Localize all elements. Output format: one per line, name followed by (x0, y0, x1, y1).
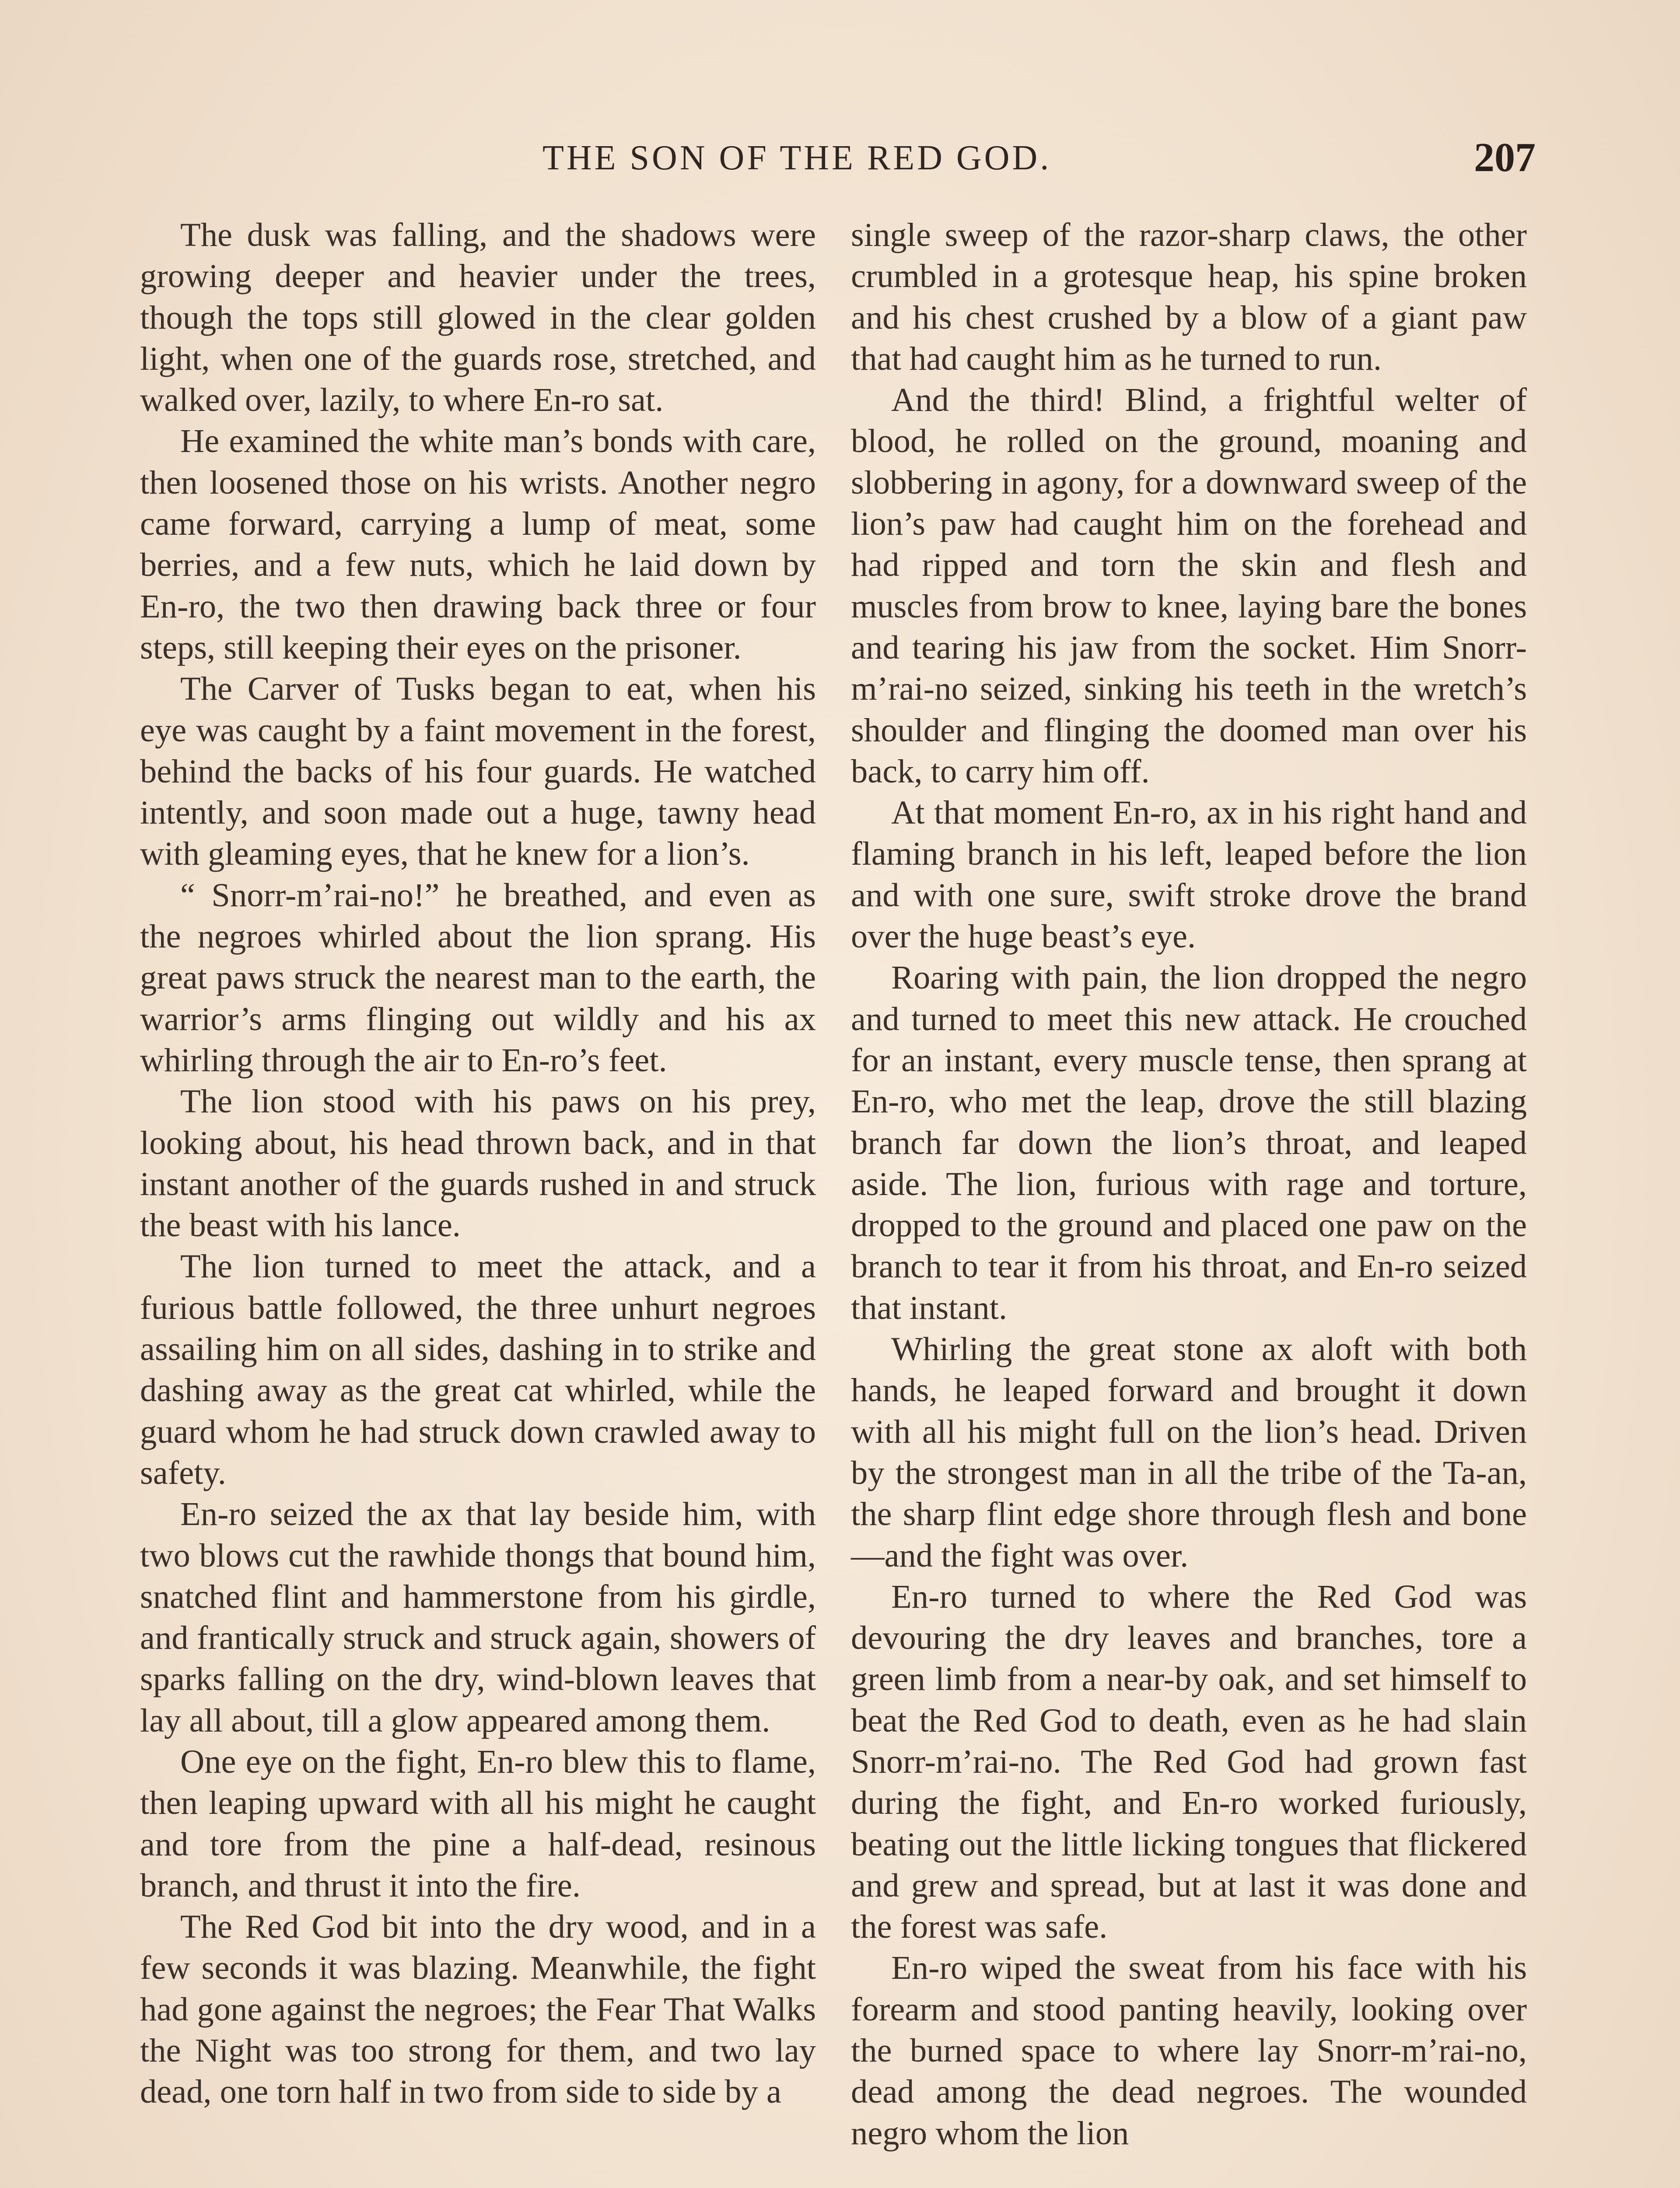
paragraph: The dusk was falling, and the shadows were growing deeper and heavier under the trees, though the tops still glowed in the clear golden light, when one of the guards rose, stretched, and walked over, lazily, to where En-ro sat. (140, 216, 816, 419)
paragraph: The Red God bit into the dry wood, and in a few seconds it was blazing. Meanwhile, the fight had gone against the negroes; the Fear That Walks the Night was too strong for them, and two lay dead, one torn half in two from side to side by a (140, 1908, 816, 2111)
paragraph: At that moment En-ro, ax in his right hand and flaming branch in his left, leaped before the lion and with one sure, swift stroke drove the brand over the huge beast’s eye. (851, 794, 1527, 955)
paragraph: “ Snorr-m’rai-no!” he breathed, and even as the negroes whirled about the lion sprang. His great paws struck the nearest man to the earth, the warrior’s arms flinging out wildly and his ax whirling through the air to En-ro’s feet. (140, 876, 816, 1079)
paragraph-continued: single sweep of the razor-sharp claws, the other crumbled in a grotesque heap, his spine broken and his chest crushed by a blow of a giant paw that had caught him as he turned to run. (851, 216, 1527, 377)
paragraph: Whirling the great stone ax aloft with both hands, he leaped forward and brought it down with all his might full on the lion’s head. Driven by the strongest man in all the tribe of the Ta-an, the sharp flint edge shore through flesh and bone—and the fight was over. (851, 1330, 1527, 1574)
page-number: 207 (1474, 135, 1536, 180)
running-head: THE SON OF THE RED GOD. (542, 139, 1052, 177)
paragraph: En-ro turned to where the Red God was devouring the dry leaves and branches, tore a green limb from a near-by oak, and set himself to beat the Red God to death, even as he had slain Snorr-m’rai-no. The Red God had grown fast during the fight, and En-ro worked furiously, beating out the little licking tongues that flickered and grew and spread, but at last it was done and the forest was safe. (851, 1578, 1527, 1946)
right-column (851, 214, 1527, 2154)
paragraph: The Carver of Tusks began to eat, when his eye was caught by a faint movement in the forest, behind the backs of his four guards. He watched intently, and soon made out a huge, tawny head with gleaming eyes, that he knew for a lion’s. (140, 670, 816, 873)
paragraph: He examined the white man’s bonds with care, then loosened those on his wrists. Another negro came forward, carrying a lump of meat, some berries, and a few nuts, which he laid down by En-ro, the two then drawing back three or four steps, still keeping their eyes on the prisoner. (140, 422, 816, 666)
paragraph: The lion stood with his paws on his prey, looking about, his head thrown back, and in that instant another of the guards rushed in and struck the beast with his lance. (140, 1083, 816, 1244)
paragraph: And the third! Blind, a frightful welter of blood, he rolled on the ground, moaning and slobbering in agony, for a downward sweep of the lion’s paw had caught him on the forehead and had ripped and torn the skin and flesh and muscles from brow to knee, laying bare the bones and tearing his jaw from the socket. Him Snorr-m’rai-no seized, sinking his teeth in the wretch’s shoulder and flinging the doomed man over his back, to carry him off. (851, 381, 1527, 790)
paragraph: The lion turned to meet the attack, and a furious battle followed, the three unhurt negroes assailing him on all sides, dashing in to strike and dashing away as the great cat whirled, while the guard whom he had struck down crawled away to safety. (140, 1248, 816, 1491)
paragraph: En-ro seized the ax that lay beside him, with two blows cut the rawhide thongs that bound him, snatched flint and hammerstone from his girdle, and frantically struck and struck again, showers of sparks falling on the dry, wind-blown leaves that lay all about, till a glow appeared among them. (140, 1495, 816, 1739)
left-column (140, 214, 816, 2113)
paragraph: En-ro wiped the sweat from his face with his forearm and stood panting heavily, looking over the burned space to where lay Snorr-m’rai-no, dead among the dead negroes. The wounded negro whom the lion (851, 1949, 1527, 2152)
paragraph: One eye on the fight, En-ro blew this to flame, then leaping upward with all his might he caught and tore from the pine a half-dead, resinous branch, and thrust it into the fire. (140, 1743, 816, 1904)
paragraph: Roaring with pain, the lion dropped the negro and turned to meet this new attack. He crouched for an instant, every muscle tense, then sprang at En-ro, who met the leap, drove the still blazing branch far down the lion’s throat, and leaped aside. The lion, furious with rage and torture, dropped to the ground and placed one paw on the branch to tear it from his throat, and En-ro seized that instant. (851, 959, 1527, 1326)
page-header (542, 130, 1536, 195)
